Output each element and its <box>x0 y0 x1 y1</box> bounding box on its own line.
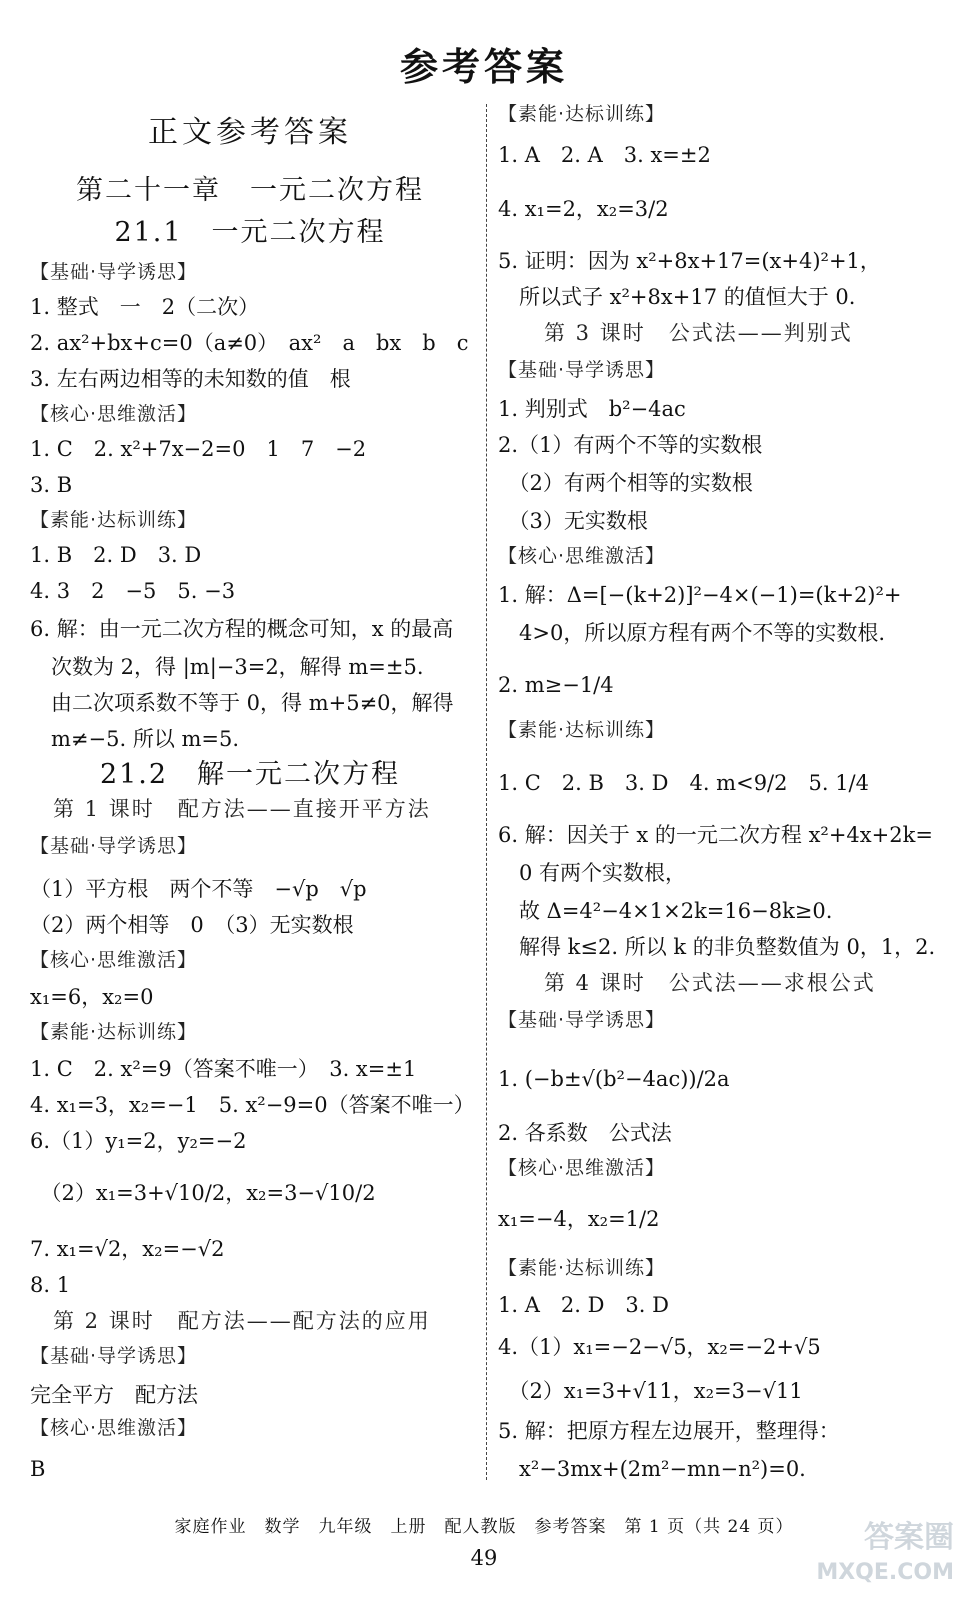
answer-line: 次数为 2，得 |m|−3=2，解得 m=±5. <box>30 655 424 679</box>
watermark-url: MXQE.COM <box>816 1560 954 1585</box>
answer-line: 由二次项系数不等于 0，得 m+5≠0，解得 <box>30 691 454 715</box>
answer-line: 4. 3 2 −5 5. −3 <box>30 579 236 603</box>
answer-line: 8. 1 <box>30 1273 71 1297</box>
answer-line: （1）平方根 两个不等 −√p √p <box>30 877 367 901</box>
section-header: 【素能·达标训练】 <box>30 1021 198 1043</box>
answer-line: x²−3mx+(2m²−mn−n²)=0. <box>498 1457 806 1481</box>
answer-line: 2. m≥−1/4 <box>498 673 614 697</box>
answer-line: 第 3 课时 公式法——判别式 <box>498 321 853 345</box>
answer-line: 6. 解：因关于 x 的一元二次方程 x²+4x+2k= <box>498 823 933 847</box>
answer-line: 21.2 解一元二次方程 <box>99 759 401 790</box>
answer-line: x₁=6，x₂=0 <box>30 985 154 1009</box>
answer-line: （2）x₁=3+√11，x₂=3−√11 <box>498 1379 803 1403</box>
section-header: 【素能·达标训练】 <box>498 1257 666 1279</box>
answer-line: 0 有两个实数根， <box>498 861 687 885</box>
page-title: 参考答案 <box>399 45 568 89</box>
section-header: 【核心·思维激活】 <box>30 1417 198 1439</box>
answer-line: 4>0，所以原方程有两个不等的实数根. <box>498 621 885 645</box>
answer-line: 1. A 2. A 3. x=±2 <box>498 143 711 167</box>
answer-line: 1. B 2. D 3. D <box>30 543 202 567</box>
answer-line: 4. x₁=3，x₂=−1 5. x²−9=0（答案不唯一） <box>30 1093 475 1117</box>
watermark-logo: 答案圈 <box>864 1520 954 1555</box>
section-header: 【基础·导学诱思】 <box>30 261 198 283</box>
answer-line: 故 Δ=4²−4×1×2k=16−8k≥0. <box>498 899 833 923</box>
answer-line: 4.（1）x₁=−2−√5，x₂=−2+√5 <box>498 1335 821 1359</box>
answer-line: 1. (−b±√(b²−4ac))/2a <box>498 1067 730 1091</box>
answer-line: 所以式子 x²+8x+17 的值恒大于 0. <box>498 285 856 309</box>
section-header: 【素能·达标训练】 <box>30 509 198 531</box>
answer-line: 第 4 课时 公式法——求根公式 <box>498 971 876 995</box>
column-divider <box>486 104 487 1480</box>
section-header: 【基础·导学诱思】 <box>498 1009 666 1031</box>
answer-line: 3. 左右两边相等的未知数的值 根 <box>30 367 351 391</box>
answer-line: （3）无实数根 <box>498 509 648 533</box>
answer-line: 第 2 课时 配方法——配方法的应用 <box>30 1309 431 1333</box>
section-header: 【素能·达标训练】 <box>498 719 666 741</box>
answer-line: 1. A 2. D 3. D <box>498 1293 669 1317</box>
answer-line: （2）两个相等 0 （3）无实数根 <box>30 913 354 937</box>
answer-line: 1. C 2. x²+7x−2=0 1 7 −2 <box>30 437 367 461</box>
answer-line: x₁=−4，x₂=1/2 <box>498 1207 660 1231</box>
answer-line: （2）x₁=3+√10/2，x₂=3−√10/2 <box>30 1181 376 1205</box>
answer-line: 21.1 一元二次方程 <box>114 217 386 248</box>
section-header: 【核心·思维激活】 <box>498 1157 666 1179</box>
answer-line: （2）有两个相等的实数根 <box>498 471 753 495</box>
answer-line: 7. x₁=√2，x₂=−√2 <box>30 1237 225 1261</box>
section-header: 【素能·达标训练】 <box>498 103 666 125</box>
answer-line: 3. B <box>30 473 73 497</box>
answer-line: 1. C 2. B 3. D 4. m<9/2 5. 1/4 <box>498 771 869 795</box>
section-header: 【基础·导学诱思】 <box>30 835 198 857</box>
section-header: 【基础·导学诱思】 <box>498 359 666 381</box>
section-header: 【核心·思维激活】 <box>30 949 198 971</box>
answer-line: 1. 解：Δ=[−(k+2)]²−4×(−1)=(k+2)²+ <box>498 583 902 607</box>
page-footer: 家庭作业 数学 九年级 上册 配人教版 参考答案 第 1 页（共 24 页） <box>174 1517 794 1537</box>
answer-line: 第 1 课时 配方法——直接开平方法 <box>30 797 431 821</box>
answer-line: 解得 k≤2. 所以 k 的非负整数值为 0，1，2. <box>498 935 936 959</box>
answer-line: 1. 整式 一 2（二次） <box>30 295 260 319</box>
answer-line: 6. 解：由一元二次方程的概念可知，x 的最高 <box>30 617 454 641</box>
answer-line: 1. C 2. x²=9（答案不唯一） 3. x=±1 <box>30 1057 417 1081</box>
answer-line: 第二十一章 一元二次方程 <box>76 175 424 206</box>
answer-line: 5. 解：把原方程左边展开，整理得： <box>498 1419 840 1443</box>
answer-line: 正文参考答案 <box>148 115 352 150</box>
answer-line: 完全平方 配方法 <box>30 1383 198 1407</box>
answer-line: 2. 各系数 公式法 <box>498 1121 672 1145</box>
section-header: 【核心·思维激活】 <box>30 403 198 425</box>
answer-line: 4. x₁=2，x₂=3/2 <box>498 197 669 221</box>
page-number: 49 <box>470 1546 498 1570</box>
answer-line: m≠−5. 所以 m=5. <box>30 727 240 751</box>
section-header: 【核心·思维激活】 <box>498 545 666 567</box>
answer-line: 2. ax²+bx+c=0（a≠0） ax² a bx b c <box>30 331 469 355</box>
section-header: 【基础·导学诱思】 <box>30 1345 198 1367</box>
answer-line: 2.（1）有两个不等的实数根 <box>498 433 763 457</box>
answer-line: 1. 判别式 b²−4ac <box>498 397 686 421</box>
answer-line: 5. 证明：因为 x²+8x+17=(x+4)²+1， <box>498 249 881 273</box>
answer-line: B <box>30 1457 46 1481</box>
answer-line: 6.（1）y₁=2，y₂=−2 <box>30 1129 247 1153</box>
